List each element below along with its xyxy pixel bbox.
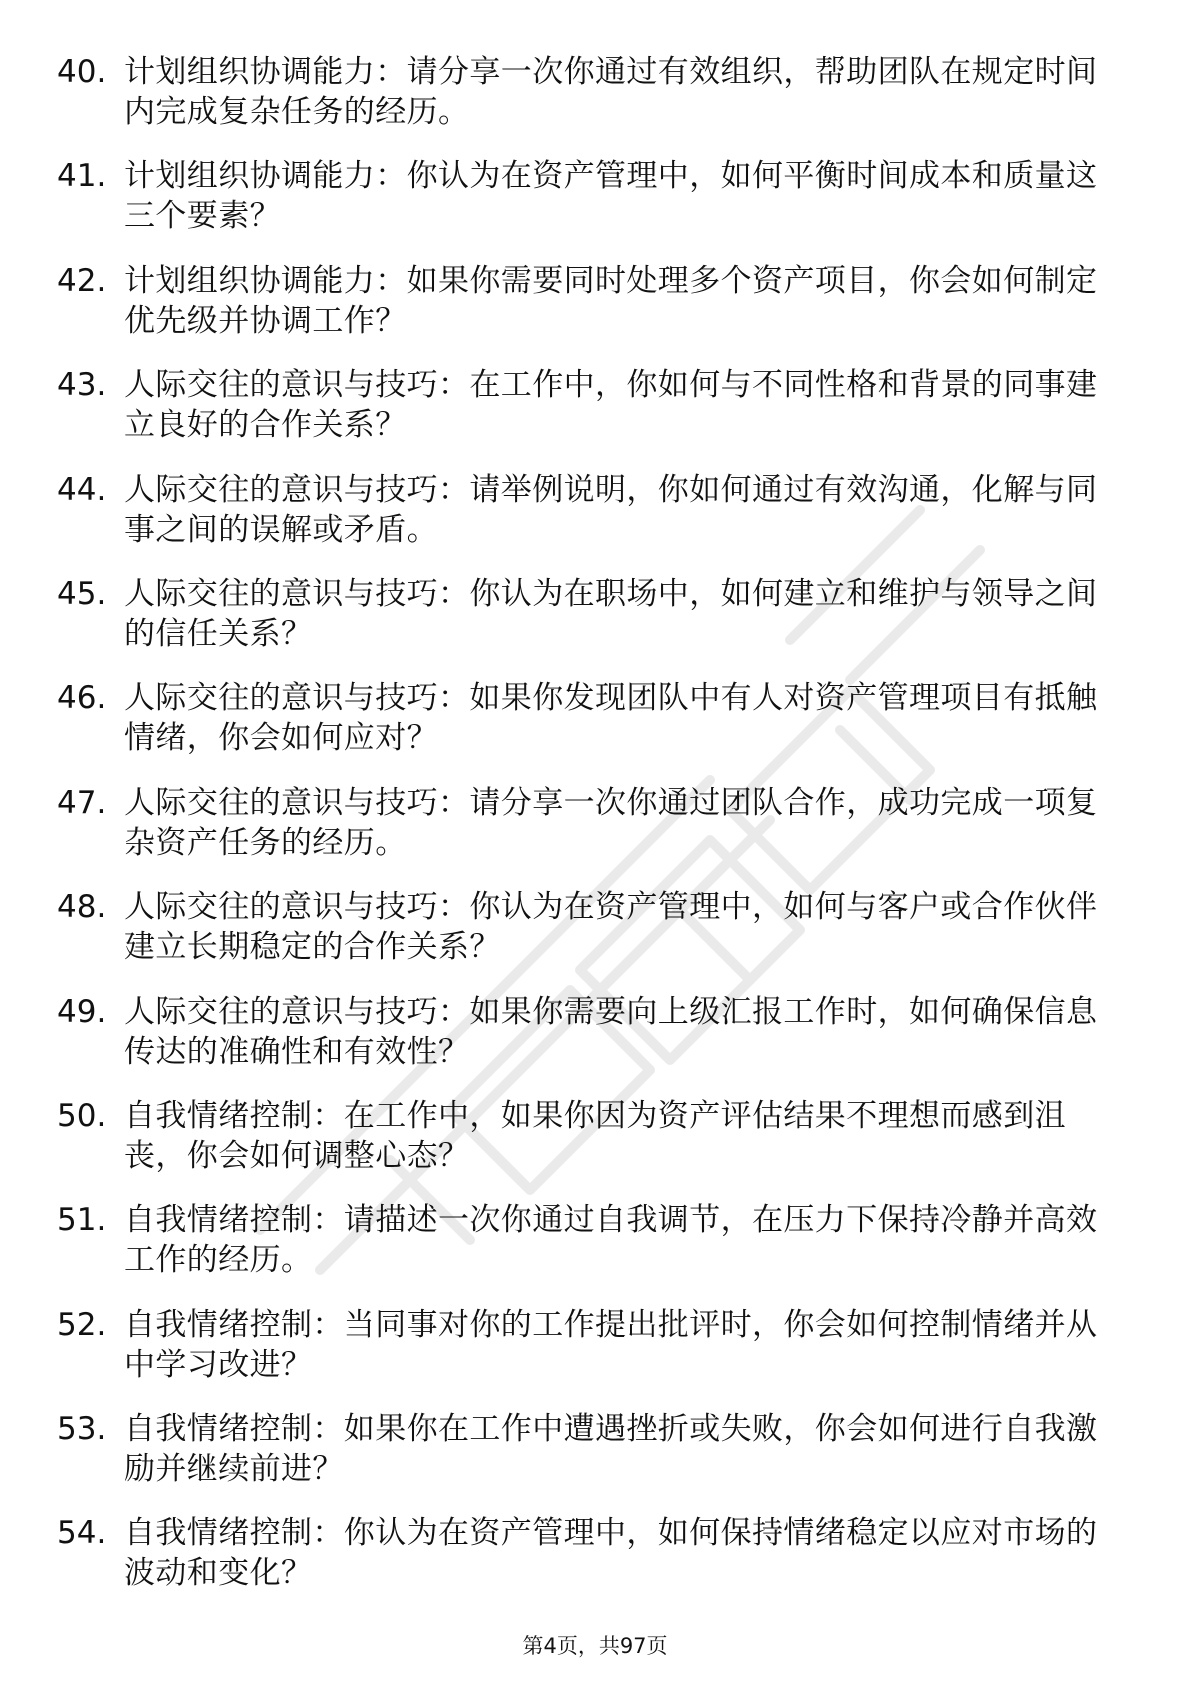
question-text: 人际交往的意识与技巧：如果你发现团队中有人对资产管理项目有抵触情绪，你会如何应对？ — [124, 680, 1098, 757]
question-text: 人际交往的意识与技巧：如果你需要向上级汇报工作时，如何确保信息传达的准确性和有效性？ — [124, 993, 1098, 1070]
question-text: 自我情绪控制：你认为在资产管理中，如何保持情绪稳定以应对市场的波动和变化？ — [124, 1515, 1098, 1592]
question-text: 计划组织协调能力：你认为在资产管理中，如何平衡时间成本和质量这三个要素？ — [124, 158, 1098, 235]
question-number: 43. — [57, 367, 107, 404]
question-item — [0, 1305, 1190, 1409]
question-item — [0, 261, 1190, 365]
question-item — [0, 992, 1190, 1096]
question-number: 52. — [57, 1306, 107, 1343]
page-number-label: 第4页，共97页 — [522, 1634, 668, 1658]
question-text: 人际交往的意识与技巧：请分享一次你通过团队合作，成功完成一项复杂资产任务的经历。 — [124, 784, 1098, 861]
question-number: 48. — [57, 889, 107, 926]
question-text: 自我情绪控制：请描述一次你通过自我调节，在压力下保持冷静并高效工作的经历。 — [124, 1202, 1098, 1279]
question-number: 54. — [57, 1515, 107, 1552]
question-text: 人际交往的意识与技巧：你认为在职场中，如何建立和维护与领导之间的信任关系？ — [124, 575, 1098, 652]
question-item — [0, 783, 1190, 887]
question-number: 53. — [57, 1411, 107, 1448]
question-number: 49. — [57, 993, 107, 1030]
question-item — [0, 1096, 1190, 1200]
question-item — [0, 156, 1190, 260]
question-item — [0, 52, 1190, 156]
question-text: 自我情绪控制：在工作中，如果你因为资产评估结果不理想而感到沮丧，你会如何调整心态？ — [124, 1097, 1066, 1174]
question-number: 50. — [57, 1097, 107, 1134]
question-number: 51. — [57, 1202, 107, 1239]
question-item — [0, 887, 1190, 991]
question-item — [0, 365, 1190, 469]
question-number: 47. — [57, 784, 107, 821]
question-number: 44. — [57, 471, 107, 508]
page-footer — [0, 1632, 1190, 1660]
question-number: 42. — [57, 262, 107, 299]
question-number: 41. — [57, 158, 107, 195]
question-text: 自我情绪控制：当同事对你的工作提出批评时，你会如何控制情绪并从中学习改进？ — [124, 1306, 1098, 1383]
question-list — [0, 52, 1190, 1618]
question-text: 人际交往的意识与技巧：请举例说明，你如何通过有效沟通，化解与同事之间的误解或矛盾。 — [124, 471, 1098, 548]
question-number: 46. — [57, 680, 107, 717]
question-item — [0, 574, 1190, 678]
question-number: 40. — [57, 54, 107, 90]
question-item — [0, 678, 1190, 782]
question-item — [0, 1409, 1190, 1513]
question-number: 45. — [57, 575, 107, 612]
question-text: 人际交往的意识与技巧：在工作中，你如何与不同性格和背景的同事建立良好的合作关系？ — [124, 367, 1098, 444]
question-item — [0, 1200, 1190, 1304]
question-text: 自我情绪控制：如果你在工作中遭遇挫折或失败，你会如何进行自我激励并继续前进？ — [124, 1411, 1098, 1488]
question-text: 计划组织协调能力：请分享一次你通过有效组织，帮助团队在规定时间内完成复杂任务的经历。 — [124, 54, 1098, 130]
question-text: 计划组织协调能力：如果你需要同时处理多个资产项目，你会如何制定优先级并协调工作？ — [124, 262, 1098, 339]
question-item — [0, 1513, 1190, 1617]
question-item — [0, 470, 1190, 574]
question-text: 人际交往的意识与技巧：你认为在资产管理中，如何与客户或合作伙伴建立长期稳定的合作关系？ — [124, 889, 1098, 966]
